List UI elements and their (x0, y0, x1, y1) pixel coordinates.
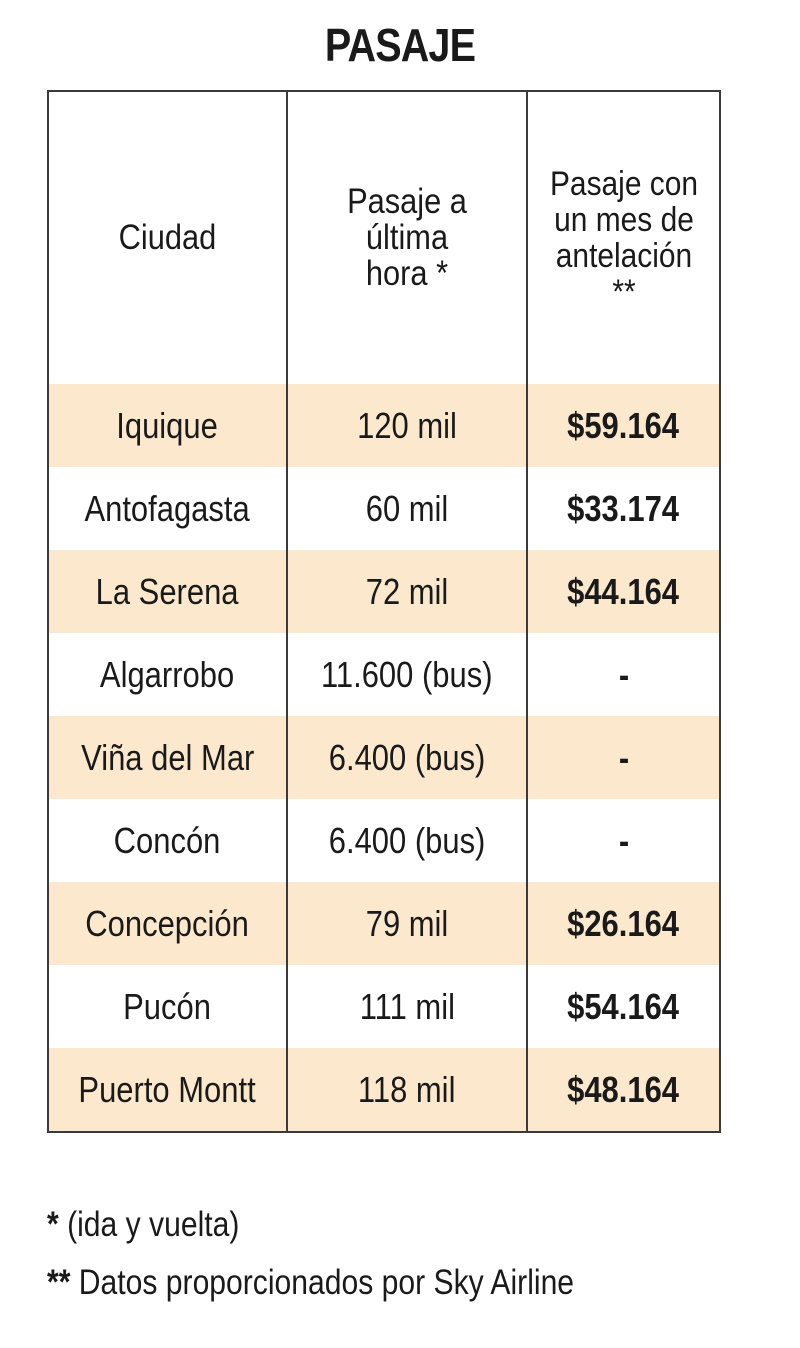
column-header-city (48, 91, 287, 384)
advance-cell-text: - (618, 819, 629, 861)
advance-cell (527, 1048, 720, 1132)
advance-cell-text: $54.164 (567, 985, 680, 1027)
fare-table (47, 90, 721, 1133)
city-cell (48, 965, 287, 1048)
advance-cell (527, 633, 720, 716)
last-minute-cell (287, 467, 527, 550)
last-minute-cell-text: 11.600 (bus) (321, 653, 493, 695)
last-minute-cell-text: 6.400 (bus) (328, 736, 486, 778)
city-cell (48, 384, 287, 467)
city-cell (48, 799, 287, 882)
city-cell-text: Antofagasta (84, 487, 251, 529)
last-minute-cell (287, 799, 527, 882)
column-header-city-label: Ciudad (118, 218, 217, 257)
city-cell-text: Concepción (85, 902, 250, 944)
last-minute-cell (287, 550, 527, 633)
table-row (48, 799, 720, 882)
last-minute-cell (287, 716, 527, 799)
advance-cell (527, 467, 720, 550)
city-cell (48, 633, 287, 716)
last-minute-cell-text: 111 mil (359, 985, 455, 1027)
last-minute-cell (287, 882, 527, 965)
city-cell-text: Puerto Montt (78, 1068, 257, 1110)
last-minute-cell-text: 120 mil (357, 404, 457, 446)
advance-cell (527, 384, 720, 467)
table-row (48, 716, 720, 799)
last-minute-cell (287, 965, 527, 1048)
last-minute-cell-text: 79 mil (365, 902, 449, 944)
column-header-advance (527, 91, 720, 384)
column-header-advance-label: Pasaje con un mes de antelación ** (549, 165, 698, 311)
city-cell (48, 467, 287, 550)
city-cell (48, 882, 287, 965)
advance-cell (527, 799, 720, 882)
advance-cell-text: $48.164 (567, 1068, 680, 1110)
city-cell-text: Pucón (123, 985, 212, 1027)
table-row (48, 550, 720, 633)
last-minute-cell-text: 118 mil (358, 1068, 456, 1110)
advance-cell (527, 550, 720, 633)
advance-cell-text: $44.164 (567, 570, 680, 612)
city-cell-text: Concón (114, 819, 221, 861)
advance-cell-text: $59.164 (567, 404, 680, 446)
last-minute-cell-text: 60 mil (365, 487, 449, 529)
page-title: PASAJE (324, 19, 476, 71)
advance-cell-text: $26.164 (567, 902, 680, 944)
city-cell-text: Iquique (116, 404, 219, 446)
city-cell (48, 1048, 287, 1132)
last-minute-cell-text: 6.400 (bus) (328, 819, 486, 861)
last-minute-cell (287, 384, 527, 467)
advance-cell-text: - (618, 653, 629, 695)
advance-cell-text: $33.174 (567, 487, 680, 529)
city-cell (48, 550, 287, 633)
table-row (48, 1048, 720, 1132)
footnote-2-text: Datos proporcionados por Sky Airline (78, 1263, 575, 1302)
table-row (48, 965, 720, 1048)
city-cell-text: Algarrobo (100, 653, 235, 695)
table-row (48, 882, 720, 965)
advance-cell (527, 965, 720, 1048)
last-minute-cell (287, 1048, 527, 1132)
city-cell-text: Viña del Mar (80, 736, 255, 778)
footnotes (47, 1196, 747, 1312)
advance-cell (527, 716, 720, 799)
advance-cell (527, 882, 720, 965)
column-header-last-minute-label: Pasaje a última hora * (347, 182, 467, 293)
table-header-row (48, 91, 720, 384)
last-minute-cell-text: 72 mil (365, 570, 449, 612)
footnote-2 (47, 1254, 649, 1312)
footnote-1 (47, 1196, 649, 1254)
column-header-last-minute (287, 91, 527, 384)
footnote-1-mark: * (47, 1205, 59, 1244)
footnote-1-text: (ida y vuelta) (58, 1205, 240, 1244)
last-minute-cell (287, 633, 527, 716)
footnote-2-mark: ** (47, 1263, 71, 1302)
table-row (48, 384, 720, 467)
city-cell (48, 716, 287, 799)
table-row (48, 467, 720, 550)
table-row (48, 633, 720, 716)
advance-cell-text: - (618, 736, 629, 778)
city-cell-text: La Serena (96, 570, 239, 612)
